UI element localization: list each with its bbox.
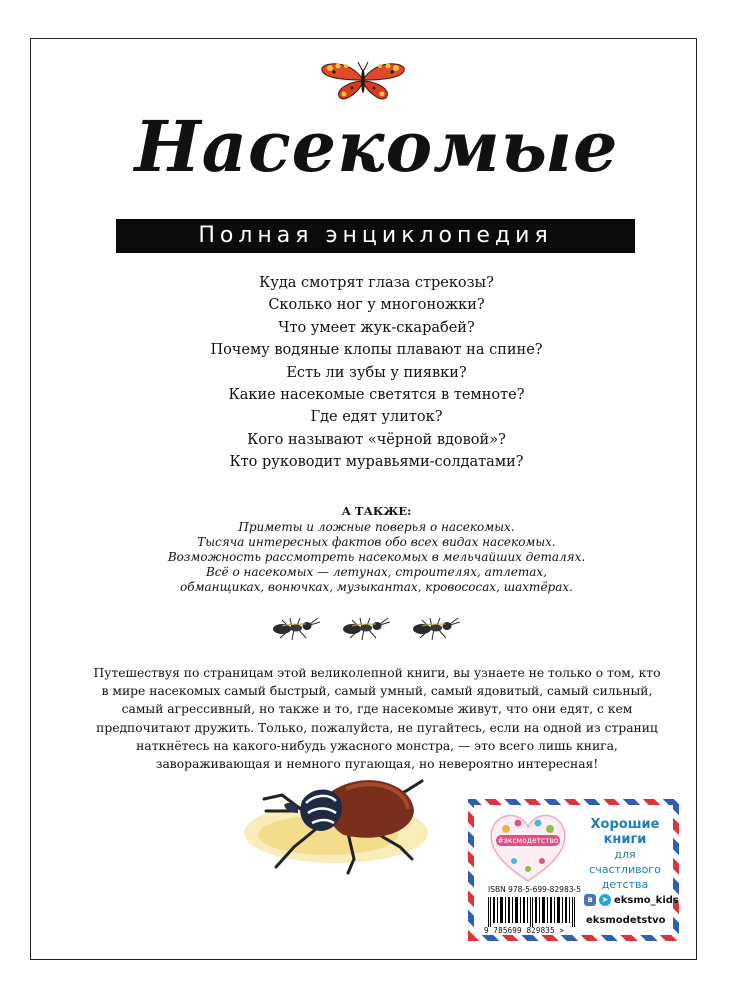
slogan-line: книги — [603, 832, 647, 847]
questions-list — [0, 272, 753, 474]
isbn-text: ISBN 978-5-699-82983-5 — [488, 885, 581, 894]
also-line: Тысяча интересных фактов обо всех видах насекомых. — [197, 535, 556, 549]
ant-illustration — [340, 614, 394, 642]
description-paragraph: Путешествуя по страницам этой великолепной книги, вы узнаете не только о том, кто в мире насекомых самый быстрый, самый умный, самый ядовитый, самый сильный, самый агрессивный, но также и то, где насекомые живут, что они едят, с кем предпочитают дружить. Только, пожалуйста, не пугайтесь, если на одной из страниц наткнётесь на какого-нибудь ужасного монстра, — это всего лишь книга, завораживающая и немного пугающая, но невероятно интересная! — [93, 666, 661, 772]
question-item: Сколько ног у многоножки? — [268, 297, 485, 314]
website-text: eksmodetstvo — [586, 915, 666, 926]
beetle-illustration — [236, 755, 446, 875]
barcode — [488, 897, 576, 927]
question-item: Какие насекомые светятся в темноте? — [228, 387, 525, 404]
publisher-slogan — [580, 817, 670, 892]
also-section — [0, 504, 753, 595]
sticker-body — [474, 805, 679, 935]
question-item: Кто руководит муравьями-солдатами? — [229, 454, 524, 471]
question-item: Кого называют «чёрной вдовой»? — [247, 431, 506, 448]
telegram-icon: ➤ — [599, 894, 611, 906]
butterfly-illustration — [318, 58, 408, 102]
also-line: обманщиках, вонючках, музыкантах, кровососах, шахтёрах. — [180, 580, 573, 594]
barcode-digits: 9 785699 829835 > — [484, 926, 565, 935]
question-item: Почему водяные клопы плавают на спине? — [210, 342, 543, 359]
question-item: Куда смотрят глаза стрекозы? — [259, 275, 494, 291]
heart-hashtag: #эксмодетство — [497, 836, 559, 845]
vk-icon: в — [584, 894, 596, 906]
slogan-line: Хорошие — [590, 817, 660, 832]
question-item: Где едят улиток? — [310, 409, 443, 426]
also-line: Всё о насекомых — летунах, строителях, атлетах, — [205, 565, 547, 579]
slogan-line: для счастливого — [589, 848, 661, 876]
also-line: Приметы и ложные поверья о насекомых. — [238, 520, 515, 534]
slogan-line: детства — [601, 878, 649, 891]
social-handle-text: eksmo_kids — [614, 894, 679, 906]
publisher-sticker — [468, 799, 679, 941]
subtitle-bar: Полная энциклопедия — [116, 219, 635, 253]
ant-illustration — [270, 614, 324, 642]
also-heading: А ТАКЖЕ: — [341, 504, 412, 518]
book-title: Насекомые — [134, 105, 619, 188]
heart-icon — [484, 811, 572, 883]
ant-illustration — [410, 614, 464, 642]
social-handle — [584, 894, 679, 906]
question-item: Что умеет жук-скарабей? — [278, 319, 475, 336]
ants-row — [270, 614, 470, 644]
also-line: Возможность рассмотреть насекомых в мельчайших деталях. — [167, 550, 586, 564]
question-item: Есть ли зубы у пиявки? — [286, 364, 467, 381]
